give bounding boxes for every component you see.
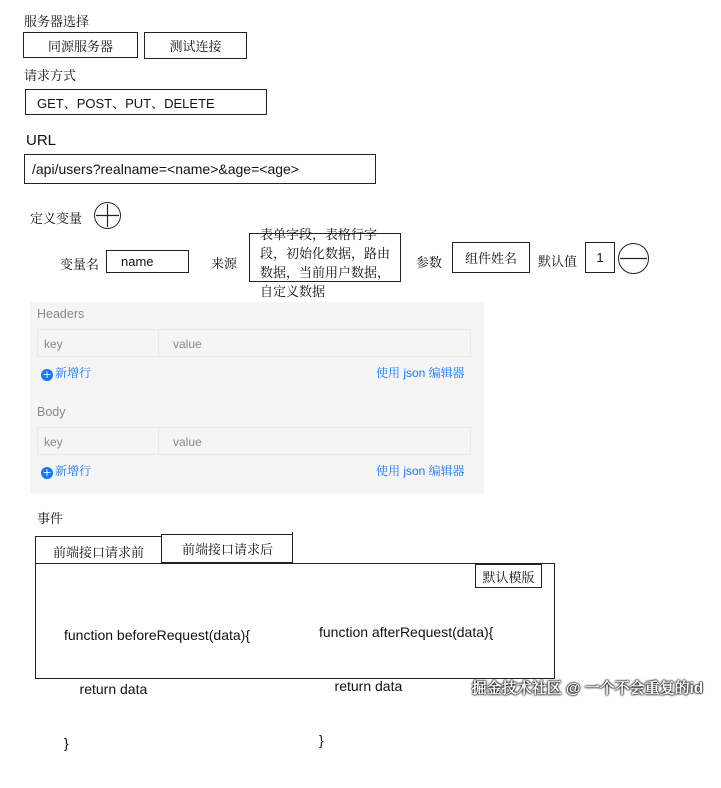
headers-json-editor-link[interactable]: 使用 json 编辑器 (376, 366, 465, 380)
body-add-row-button[interactable] (41, 462, 91, 479)
method-select[interactable]: GET、POST、PUT、DELETE (25, 89, 267, 115)
source-select[interactable] (249, 227, 401, 299)
same-origin-server-button[interactable]: 同源服务器 (23, 32, 138, 58)
remove-variable-icon[interactable] (618, 243, 649, 274)
default-value-input[interactable]: 1 (585, 242, 615, 273)
body-divider (158, 428, 159, 454)
method-label: 请求方式 (24, 68, 77, 83)
test-connection-button[interactable]: 测试连接 (144, 32, 247, 59)
before-code-line-3: } (64, 735, 69, 751)
event-code-panel (35, 563, 555, 751)
variable-name-input[interactable]: name (106, 250, 189, 273)
body-json-editor-link[interactable]: 使用 json 编辑器 (376, 464, 465, 478)
source-options-text: 表单字段，表格行字段，初始化数据，路由数据，当前用户数据，自定义数据 (260, 227, 391, 299)
before-code-line-1: function beforeRequest(data){ (64, 627, 251, 643)
after-code-line-3: } (319, 732, 324, 748)
tab-after-request[interactable]: 前端接口请求后 (161, 534, 293, 563)
variable-name-label: 变量名 (60, 257, 100, 272)
source-label: 来源 (211, 256, 238, 271)
after-request-code[interactable] (319, 587, 493, 785)
body-row (37, 427, 471, 455)
url-input[interactable]: /api/users?realname=<name>&age=<age> (24, 154, 376, 184)
url-label: URL (26, 132, 57, 149)
plus-circle-icon: + (42, 466, 52, 479)
body-key-input[interactable]: key (44, 435, 63, 449)
headers-row (37, 329, 471, 357)
default-value-label: 默认值 (538, 254, 578, 269)
plus-circle-icon: + (42, 368, 52, 381)
after-code-line-1: function afterRequest(data){ (319, 624, 494, 640)
watermark-text: 掘金技术社区 @ 一个不会重复的id (471, 680, 703, 697)
define-variables-label: 定义变量 (30, 211, 83, 226)
default-template-button[interactable]: 默认模版 (475, 564, 542, 588)
param-select[interactable]: 组件姓名 (452, 242, 530, 273)
after-code-line-2: return data (319, 678, 403, 694)
server-label: 服务器选择 (24, 14, 90, 29)
headers-key-input[interactable]: key (44, 337, 63, 351)
events-label: 事件 (37, 511, 64, 526)
body-value-input[interactable]: value (173, 435, 202, 449)
add-variable-icon[interactable] (94, 202, 121, 229)
param-label: 参数 (416, 255, 443, 270)
request-config-panel (30, 302, 484, 494)
before-request-code[interactable] (64, 590, 250, 788)
headers-divider (158, 330, 159, 356)
headers-value-input[interactable]: value (173, 337, 202, 351)
headers-add-row-label: 新增行 (55, 366, 92, 380)
body-title: Body (37, 405, 66, 419)
before-code-line-2: return data (64, 681, 148, 697)
tab-before-request[interactable]: 前端接口请求前 (35, 536, 162, 565)
tab-after-edge (292, 532, 293, 563)
headers-add-row-button[interactable] (41, 364, 91, 381)
body-add-row-label: 新增行 (55, 464, 92, 478)
headers-title: Headers (37, 307, 85, 321)
